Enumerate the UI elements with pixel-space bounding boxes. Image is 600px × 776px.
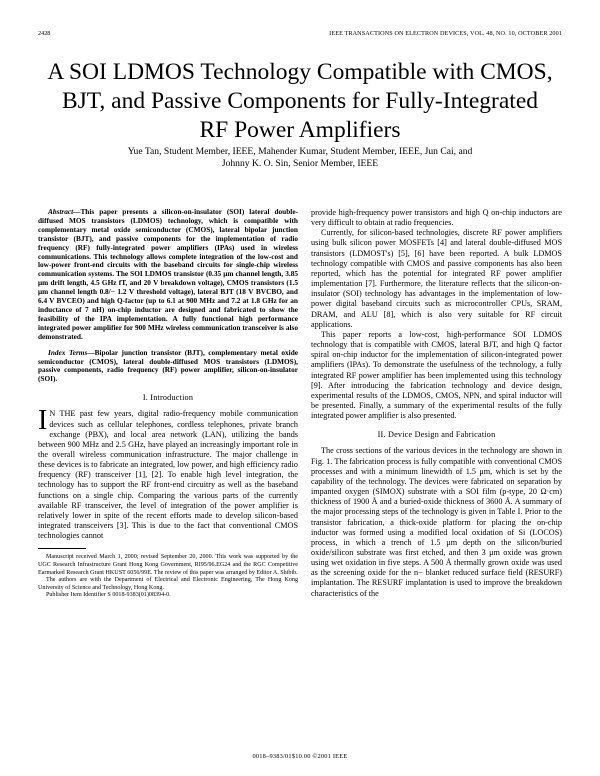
authors-line-2: Johnny K. O. Sin, Senior Member, IEEE	[221, 158, 379, 169]
right-column	[311, 208, 562, 599]
section-heading-device-design: II. Device Design and Fabrication	[377, 430, 496, 440]
drop-cap: I	[38, 405, 48, 437]
index-terms	[38, 349, 298, 385]
intro-paragraph-2: Currently, for silicon-based technologies, discrete RF power amplifiers using bulk silicon power MOSFETs [4] and lateral double-diffused MOS transistors (LDMOST's) [5], [6] have been reported. A bulk LDMOS technology compatible with CMOS and passive components has also been reported, which has the potential for integrated RF power amplifier implementation [7]. Furthermore, the literature reflects that the silicon-on-insulator (SOI) technology has advantages in the implementation of low-power digital baseband circuits such as microcontroller CPUs, SRAM, DRAM, and ALU [8], which is also very suitable for RF circuit applications.	[311, 228, 562, 329]
index-terms-label: Index Terms—	[48, 347, 95, 357]
intro-continuation: provide high-frequency power transistors and high Q on-chip inductors are very difficult to obtain at radio frequencies.	[311, 208, 562, 228]
index-terms-text: Bipolar junction transistor (BJT), complementary metal oxide semiconductor (CMOS), lateral double-diffused MOS transistors (LDMOS), passive components, radio frequency (RF) power amplifier, silicon-on-insulator (SOI).	[38, 347, 298, 384]
authors-line-1: Yue Tan, Student Member, IEEE, Mahender Kumar, Student Member, IEEE, Jun Cai, and	[127, 146, 473, 157]
paper-title	[20, 58, 580, 145]
title-line-2: BJT, and Passive Components for Fully-Integrated	[61, 88, 539, 114]
abstract	[38, 208, 298, 342]
copyright-code: 0018–9383/01$10.00 ©2001 IEEE	[252, 753, 348, 760]
footnote-affiliation: The authors are with the Department of Electrical and Electronic Engineering, The Hong Kong University of Science and Technology, Hong Kong.	[38, 577, 298, 591]
title-line-1: A SOI LDMOS Technology Compatible with CMOS,	[47, 59, 553, 85]
author-list	[60, 146, 540, 170]
intro-paragraph-3: This paper reports a low-cost, high-performance SOI LDMOS technology that is compatible with CMOS, lateral BJT, and high Q factor spiral on-chip inductor for the implementation of silicon-integrated power amplifiers (IPAs). To demonstrate the usefulness of the technology, a fully integrated RF power amplifier has been implemented using this technology [9]. After introducing the fabrication technology and device design, experimental results of the LDMOS, CMOS, NPN, and spiral inductor will be presented. Finally, a summary of the experimental results of the fully integrated power amplifier is also presented.	[311, 329, 562, 421]
page-number: 2428	[38, 30, 51, 37]
footnote-divider	[38, 548, 86, 549]
footnote-manuscript: Manuscript received March 1, 2000; revised September 20, 2000. This work was supported by the UGC Research Infrastructure Grant Hong Kong Government, RI95/96.EG24 and the RGC Competitive Earmarked Research Grant HKUST 6056/99E. The review of this paper was arranged by Editor A. Shibib.	[38, 554, 298, 576]
title-line-3: RF Power Amplifiers	[199, 117, 401, 143]
footnote-identifier: Publisher Item Identifier S 0018-9383(01)08394-0.	[46, 592, 171, 599]
left-column	[38, 208, 298, 600]
intro-paragraph: N THE past few years, digital radio-frequency mobile communication devices such as cellular telephones, cordless telephones, private branch exchange (PBX), and local area network (LAN), utilizing the bands between 900 MHz and 2.5 GHz, have played an increasingly important role in the overall wireless communication infrastructure. The major challenge in these devices is to fabricate an integrated, low power, and high efficiency radio frequency (RF) transceiver [1], [2]. To enable high level integration, the technology has to support the RF front-end circuitry as well as the baseband functions on a single chip. Comparing the various parts of the currently available RF transceiver, the level of integration of the power amplifier is relatively lower in spite of the recent efforts made to develop silicon-based integrated transceivers [3]. This is due to the fact that conventional CMOS technologies cannot	[38, 409, 298, 541]
abstract-label: Abstract—	[48, 207, 81, 216]
section-heading-introduction: I. Introduction	[142, 393, 194, 403]
introduction-body	[38, 405, 298, 541]
journal-name: IEEE TRANSACTIONS ON ELECTRON DEVICES, VOL. 48, NO. 10, OCTOBER 2001	[329, 30, 562, 37]
abstract-text: This paper presents a silicon-on-insulator (SOI) lateral double-diffused MOS transistors (LDMOS) technology, which is compatible with complementary metal oxide semiconductor (CMOS), lateral bipolar junction transistor (BJT), and passive components for the implementation of radio frequency (RF) fully-integrated power amplifiers (IPAs) used in wireless communications. This technology allows complete integration of the low-cost and low-power front-end circuits with the baseband circuits for single-chip wireless communication systems. The SOI LDMOS transistor (0.35 μm channel length, 3.85 μm drift length, 4.5 GHz fT, and 20 V breakdown voltage), CMOS transistors (1.5 μm channel length 0.8/− 1.2 V threshold voltage), lateral BJT (18 V BVCBO, and 6.4 V BVCEO) and high Q-factor (up to 6.1 at 900 MHz and 7.2 at 1.8 GHz for an inductance of 7 nH) on-chip inductor are designed and fabricated to show the feasibility of the IPA implementation. A fully functional high performance integrated power amplifier for 900 MHz wireless communication transceiver is also demonstrated.	[38, 207, 298, 341]
device-design-paragraph: The cross sections of the various devices in the technology are shown in Fig. 1. The fabrication process is fully compatible with conventional CMOS processes and with a minimum linewidth of 1.5 μm, which is set by the capability of the technology. The devices were fabricated on separation by impanted oxygen (SIMOX) substrate with a SOI film (p-type, 20 Ω·cm) thickness of 1900 Å and a buried-oxide thickness of 3600 Å. A summary of the major processing steps of the technology is given in Table I. Prior to the transistor fabrication, a thick-oxide platform for placing the on-chip inductor was formed using a modified local oxidation of Si (LOCOS) process, in which a trench of 1.5 μm depth on the silicon/buried oxide/silicon substrate was first etched, and then 3 μm oxide was grown using wet oxidation in five steps. A 500 Å thermally grown oxide was used as the screening oxide for the n− blanket reduced surface field (RESURF) implantation. The RESURF implantation is used to improve the breakdown characteristics of the	[311, 446, 562, 598]
